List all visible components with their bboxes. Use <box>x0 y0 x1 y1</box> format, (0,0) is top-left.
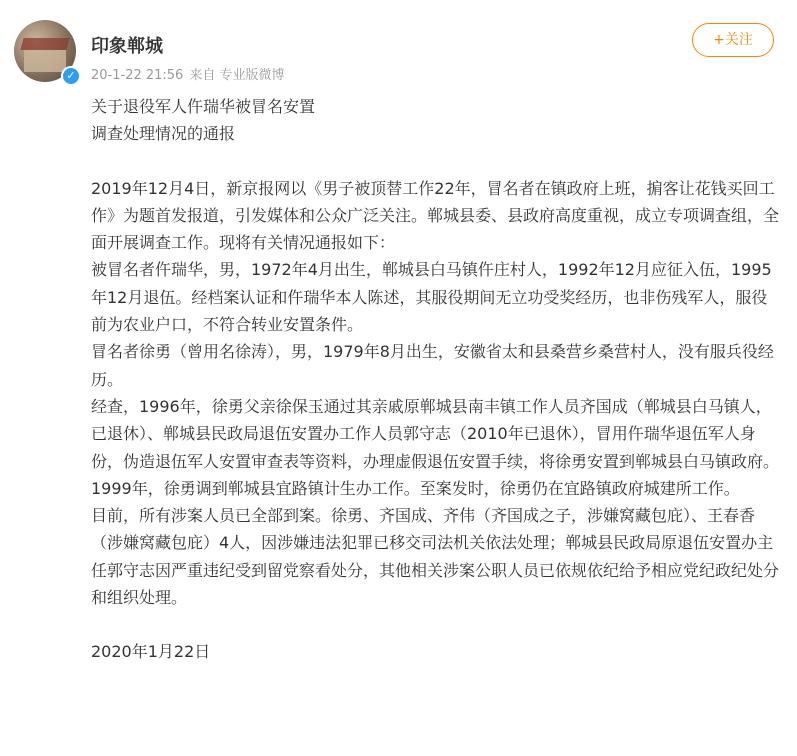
avatar-roof-shape <box>20 38 69 50</box>
paragraph-intro: 2019年12月4日，新京报网以《男子被顶替工作22年，冒名者在镇政府上班，掮客让花钱买回工作》为题首发报道，引发媒体和公众广泛关注。郸城县委、县政府高度重视，成立专项调查组，全面开展调查工作。现将有关情况通报如下： <box>91 178 780 253</box>
verified-badge-icon: ✓ <box>61 66 81 86</box>
paragraph-spacer <box>91 611 781 638</box>
avatar-wall-shape <box>24 50 66 72</box>
post-time[interactable]: 20-1-22 21:56 <box>91 68 184 83</box>
post-source: 来自 专业版微博 <box>189 68 285 83</box>
post-title-line-1: 关于退役军人仵瑞华被冒名安置 <box>91 97 316 116</box>
author-name[interactable]: 印象郸城 <box>91 36 163 57</box>
post-content <box>91 93 781 666</box>
paragraph-victim: 被冒名者仵瑞华，男，1972年4月出生，郸城县白马镇仵庄村人，1992年12月应征入伍，1995年12月退伍。经档案认证和仵瑞华本人陈述，其服役期间无立功受奖经历，也非伤残军人，服役前为农业户口，不符合转业安置条件。 <box>91 260 772 335</box>
post-date: 2020年1月22日 <box>91 642 211 662</box>
paragraph-outcome: 目前，所有涉案人员已全部到案。徐勇、齐国成、齐伟（齐国成之子，涉嫌窝藏包庇）、王春香（涉嫌窝藏包庇）4人，因涉嫌违法犯罪已移交司法机关依法处理；郸城县民政局原退伍安置办主任郭守志因严重违纪受到留党察看处分，其他相关涉案公职人员已依规依纪给予相应党纪政纪处分和组织处理。 <box>91 506 780 608</box>
paragraph-investigation: 经查，1996年，徐勇父亲徐保玉通过其亲戚原郸城县南丰镇工作人员齐国成（郸城县白马镇人，已退休）、郸城县民政局退伍安置办工作人员郭守志（2010年已退休），冒用仵瑞华退伍军人身份，伪造退伍军人安置审查表等资料，办理虚假退伍安置手续，将徐勇安置到郸城县白马镇政府。1999年，徐勇调到郸城县宜路镇计生办工作。至案发时，徐勇仍在宜路镇政府城建所工作。 <box>91 396 780 498</box>
post-meta <box>91 64 284 83</box>
paragraph-impostor: 冒名者徐勇（曾用名徐涛），男，1979年8月出生，安徽省太和县桑营乡桑营村人，没有服兵役经历。 <box>91 342 774 389</box>
post-title-line-2: 调查处理情况的通报 <box>91 124 236 144</box>
paragraph-spacer <box>91 148 781 175</box>
follow-button[interactable]: +关注 <box>692 23 774 57</box>
